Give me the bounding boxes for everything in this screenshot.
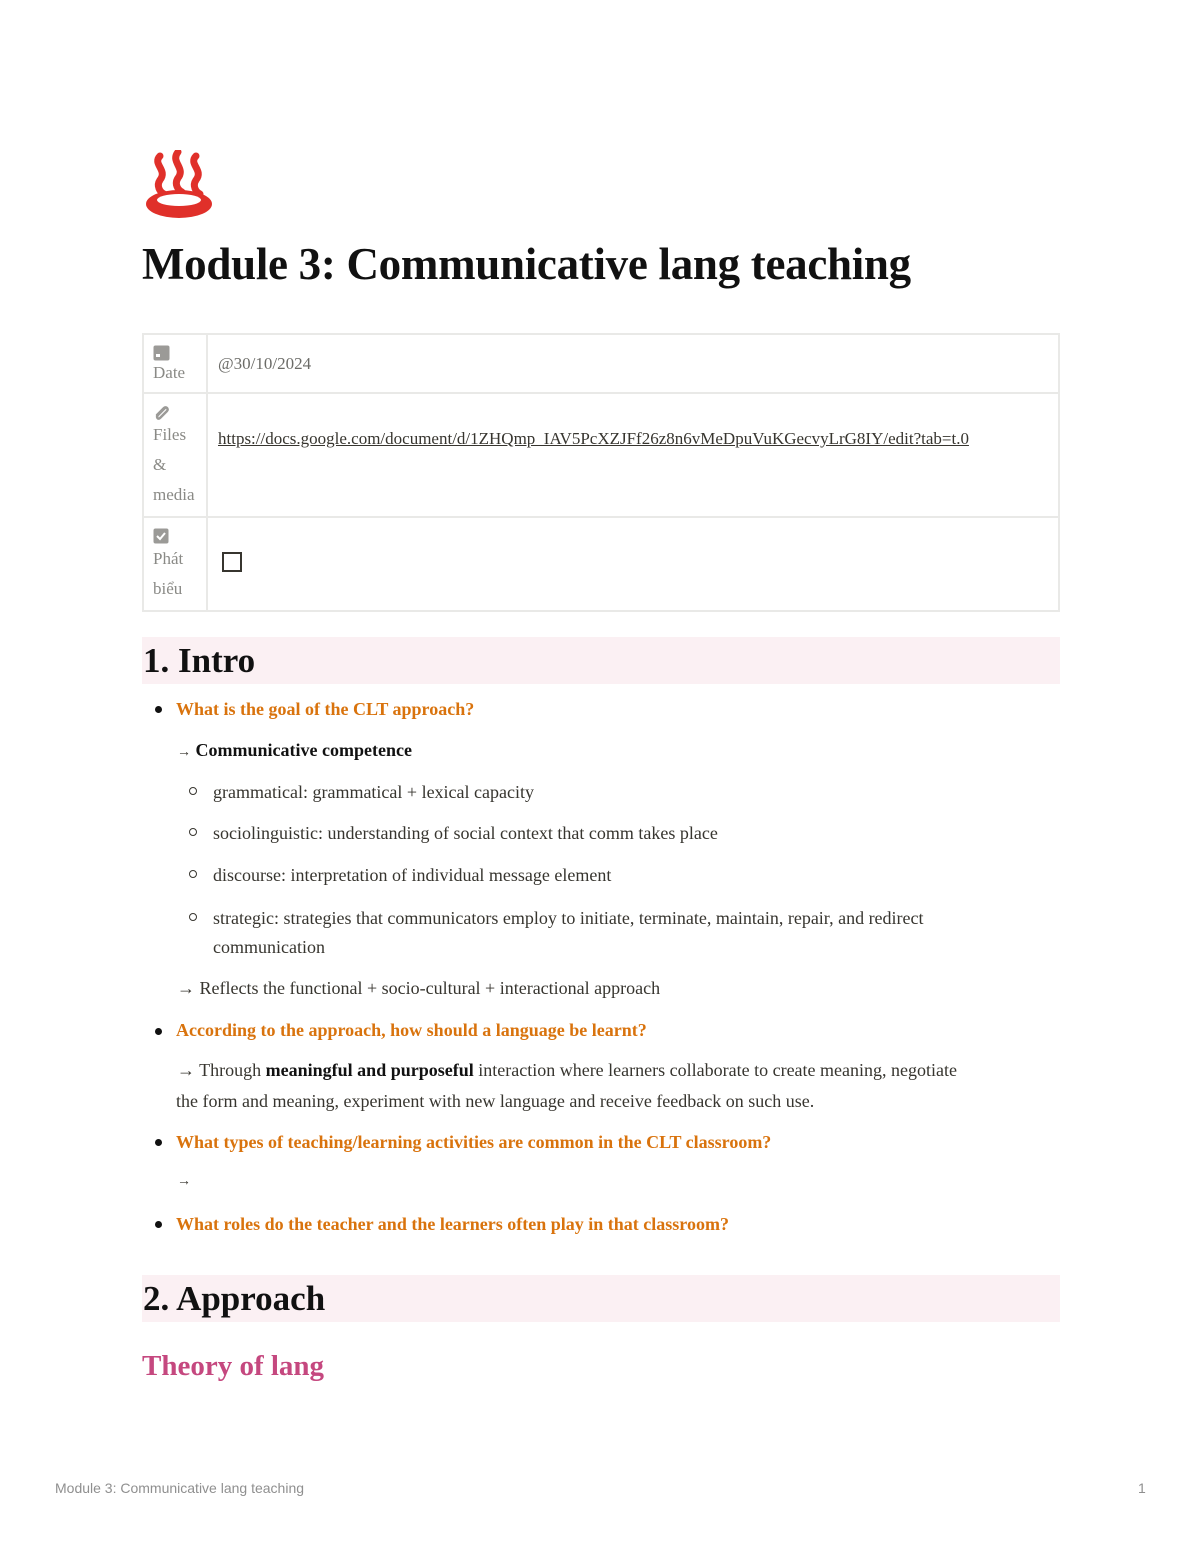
- answer-activities: →: [177, 1174, 191, 1189]
- answer-how-learnt-line2: the form and meaning, experiment with new language and receive feedback on such use.: [176, 1091, 815, 1111]
- answer-how-learnt-pre: → Through: [177, 1060, 266, 1080]
- property-label-checkbox-1: Phát: [153, 549, 184, 568]
- phat-bieu-checkbox[interactable]: [222, 552, 242, 572]
- property-value-checkbox-cell: [207, 517, 1059, 611]
- page-title: Module 3: Communicative lang teaching: [142, 239, 911, 289]
- bullet: [155, 1139, 162, 1146]
- property-key-date: [143, 334, 207, 393]
- heading-approach: 2. Approach: [142, 1275, 1060, 1322]
- property-key-files: [143, 393, 207, 517]
- property-label-date: Date: [153, 363, 186, 382]
- answer-goal-text: Communicative competence: [195, 740, 412, 760]
- sub-bullet: [189, 913, 197, 921]
- heading-intro: 1. Intro: [142, 637, 1060, 684]
- property-value-files-cell: [207, 393, 1059, 517]
- property-label-files-1: Files: [153, 425, 187, 444]
- calendar-icon: [153, 345, 170, 361]
- subheading-theory-of-lang: Theory of lang: [142, 1350, 325, 1382]
- answer-how-learnt-post: interaction where learners collaborate to create meaning, negotiate: [473, 1060, 957, 1080]
- sub-bullet: [189, 828, 197, 836]
- property-row-checkbox: [143, 517, 1059, 611]
- answer-goal: [177, 735, 412, 768]
- hot-springs-icon: [142, 150, 216, 222]
- property-key-checkbox: [143, 517, 207, 611]
- files-link[interactable]: https://docs.google.com/document/d/1ZHQmp_IAV5PcXZJFf26z8n6vMeDpuVuKGecvyLrG8IY/edit?tab=t.0: [218, 429, 969, 448]
- reflects-line: → Reflects the functional + socio-cultural + interactional approach: [177, 978, 661, 998]
- properties-table: [142, 333, 1060, 612]
- property-label-files-2: &: [153, 455, 167, 474]
- question-activities: What types of teaching/learning activities are common in the CLT classroom?: [176, 1132, 772, 1152]
- property-row-files: [143, 393, 1059, 517]
- question-how-learnt: According to the approach, how should a language be learnt?: [176, 1020, 647, 1040]
- sub-bullet: [189, 787, 197, 795]
- sub-item-strategic: strategic: strategies that communicators employ to initiate, terminate, maintain, repair, and redirect: [213, 908, 924, 928]
- arrow: →: [177, 745, 191, 760]
- sub-item-sociolinguistic: sociolinguistic: understanding of social context that comm takes place: [213, 823, 718, 843]
- bullet: [155, 706, 162, 713]
- sub-bullet: [189, 870, 197, 878]
- footer-page-number: 1: [1138, 1480, 1146, 1496]
- question-goal: What is the goal of the CLT approach?: [176, 699, 475, 719]
- answer-how-learnt-bold: meaningful and purposeful: [265, 1060, 474, 1080]
- bullet: [155, 1028, 162, 1035]
- property-label-files-3: media: [153, 485, 195, 504]
- bullet: [155, 1221, 162, 1228]
- footer-title: Module 3: Communicative lang teaching: [55, 1480, 305, 1496]
- answer-how-learnt: [177, 1055, 957, 1085]
- date-value[interactable]: @30/10/2024: [218, 354, 312, 373]
- sub-item-grammatical: grammatical: grammatical + lexical capacity: [213, 782, 534, 802]
- sub-item-strategic-cont: communication: [213, 937, 325, 957]
- property-label-checkbox-2: biểu: [153, 579, 183, 598]
- checkbox-icon: [153, 528, 169, 544]
- question-roles: What roles do the teacher and the learners often play in that classroom?: [176, 1214, 729, 1234]
- sub-item-discourse: discourse: interpretation of individual message element: [213, 865, 612, 885]
